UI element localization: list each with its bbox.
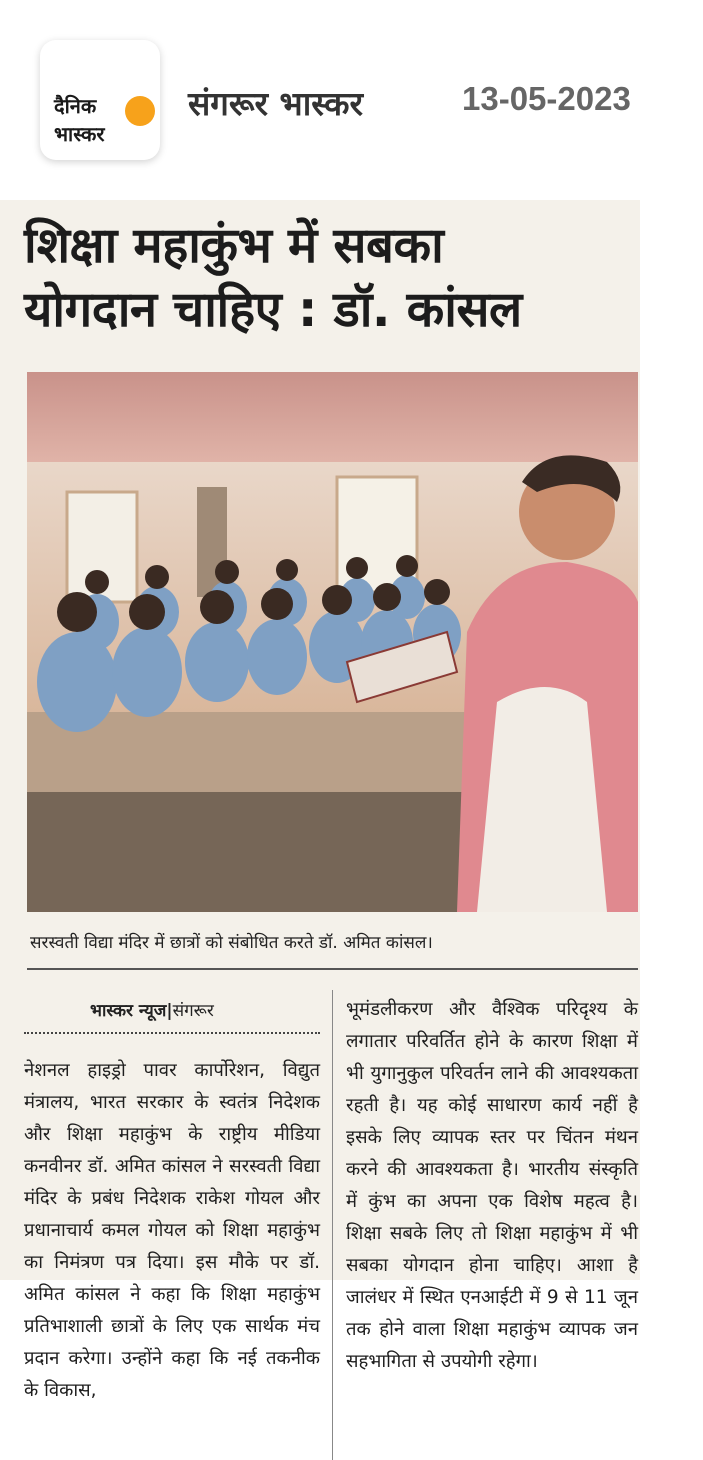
dainik-bhaskar-logo[interactable] <box>40 40 160 160</box>
edition-name: संगरूर भास्कर <box>188 84 363 123</box>
app-header <box>0 0 703 200</box>
article-photo <box>27 372 638 912</box>
classroom-photo <box>27 372 638 912</box>
column-divider <box>332 990 333 1460</box>
news-clipping <box>0 200 640 1401</box>
photo-caption: सरस्वती विद्या मंदिर में छात्रों को संबोधित करते डॉ. अमित कांसल। <box>30 933 433 953</box>
headline-line-1: शिक्षा महाकुंभ में सबका <box>24 217 444 274</box>
byline-agency: भास्कर न्यूज| <box>90 1001 173 1021</box>
article-headline <box>24 214 634 342</box>
headline-line-2: योगदान चाहिए : डॉ. कांसल <box>24 281 522 338</box>
byline <box>90 998 214 1021</box>
article-column-left: नेशनल हाइड्रो पावर कार्पोरेशन, विद्युत मंत्रालय, भारत सरकार के स्वतंत्र निदेशक और शिक्षा महाकुंभ के राष्ट्रीय मीडिया कनवीनर डॉ. अमित कांसल ने सरस्वती विद्या मंदिर के प्रबंध निदेशक राकेश गोयल और प्रधानाचार्य कमल गोयल को शिक्षा महाकुंभ का निमंत्रण पत्र दिया। इस मौके पर डॉ. अमित कांसल ने कहा कि शिक्षा महाकुंभ प्रतिभाशाली छात्रों के लिए एक सार्थक मंच प्रदान करेगा। उन्होंने कहा कि नई तकनीक के विकास, <box>24 1060 320 1401</box>
byline-place: संगरूर <box>172 1001 214 1021</box>
logo-line2: भास्कर <box>54 122 105 146</box>
article-column-right: भूमंडलीकरण और वैश्विक परिदृश्य के लगातार परिवर्तित होने के कारण शिक्षा में भी युगानुकुल परिवर्तन लाने की आवश्यकता रहती है। यह कोई साधारण कार्य नहीं है इसके लिए व्यापक स्तर पर चिंतन मंथन करने की आवश्यकता है। भारतीय संस्कृति में कुंभ का अपना एक विशेष महत्व है। शिक्षा सबके लिए तो शिक्षा महाकुंभ में भी सबका योगदान होना चाहिए। आशा है जालंधर में स्थित एनआईटी में 9 से 11 जून तक होने वाला शिक्षा महाकुंभ व्यापक जन सहभागिता से उपयोगी रहेगा। <box>346 999 638 1372</box>
logo-line1: दैनिक <box>54 94 97 118</box>
byline-divider <box>24 1032 320 1034</box>
caption-divider <box>27 968 638 970</box>
edition-date: 13-05-2023 <box>462 80 631 117</box>
